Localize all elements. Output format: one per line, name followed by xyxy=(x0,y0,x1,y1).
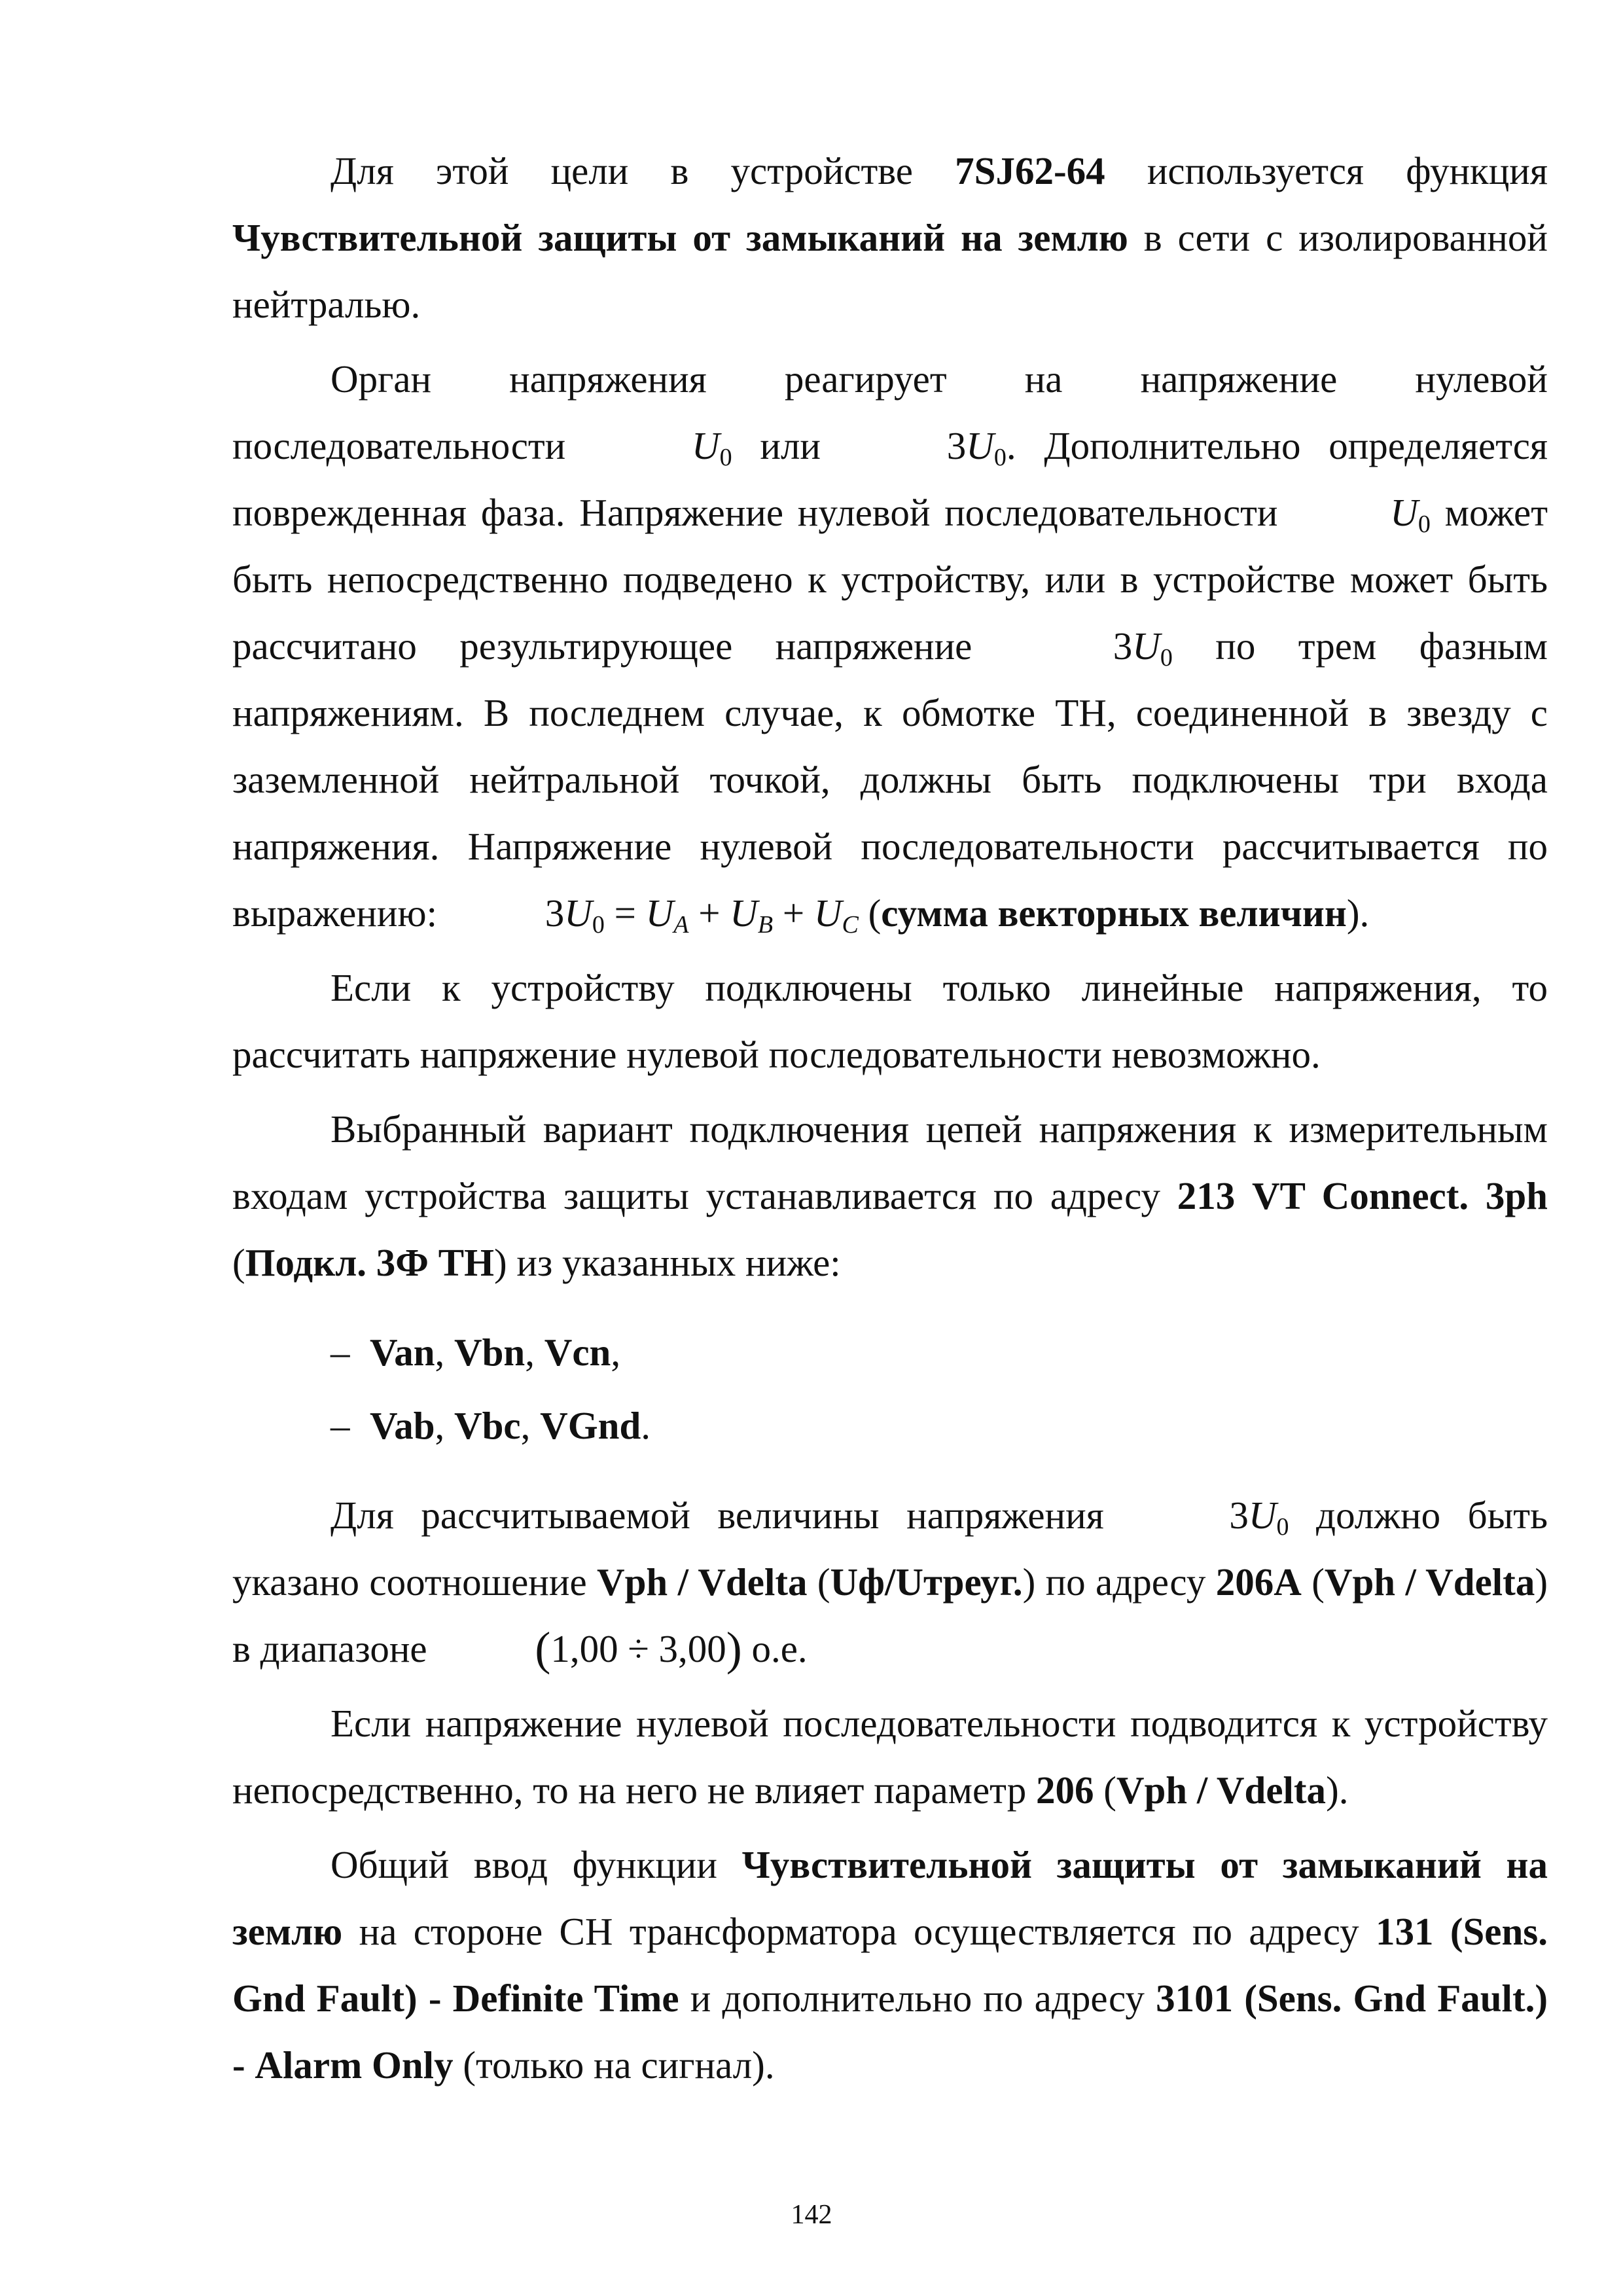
text: Если к устройству подключены только линейные напряжения, то рассчитать напряжение нулевой последовательности невозможно. xyxy=(232,966,1548,1076)
text: должно быть указано соотношение xyxy=(232,1494,1548,1604)
text: и дополнительно по адресу xyxy=(679,1977,1156,2020)
text: по трем фазным напряжениям. В последнем случае, к обмотке ТН, соединенной в звезду с заземленной нейтральной точкой, должны быть подключены три входа напряжения. Напряжение нулевой последовательности рассчитывается по выражению: xyxy=(232,624,1548,935)
text: Если напряжение нулевой последовательности подводится к устройству непосредственно, то на него не влияет параметр xyxy=(232,1702,1548,1812)
device-model: 7SJ62-64 xyxy=(955,149,1105,192)
paragraph-connection-option xyxy=(232,1096,1548,1296)
paragraph-general-input xyxy=(232,1831,1548,2098)
function-name: Чувствительной защиты от замыканий на землю xyxy=(232,1843,1548,1953)
text: (только на сигнал). xyxy=(453,2043,775,2087)
text: ( xyxy=(807,1560,830,1604)
text: ) из указанных ниже: xyxy=(493,1241,841,1284)
text: Орган напряжения реагирует на напряжение нулевой последовательности xyxy=(232,357,1548,467)
text: ) в диапазоне xyxy=(232,1560,1548,1670)
paragraph-direct-input xyxy=(232,1690,1548,1823)
address-206a: 206A xyxy=(1215,1560,1302,1604)
param-vph-vdelta: Vph / Vdelta xyxy=(597,1560,808,1604)
address-3101: 3101 (Sens. Gnd Fault.) - Alarm Only xyxy=(232,1977,1548,2087)
address-213: 213 VT Connect. 3ph xyxy=(1177,1174,1548,1217)
text: ( xyxy=(232,1241,245,1284)
text: ( xyxy=(1094,1768,1116,1812)
param-vph-vdelta: Vph / Vdelta xyxy=(1116,1768,1327,1812)
text: используется функция xyxy=(1105,149,1548,192)
text: в сети с изолированной нейтралью. xyxy=(232,216,1548,326)
vector-sum-note: сумма векторных величин xyxy=(881,891,1347,935)
formula-u0: $U_0$ xyxy=(1390,491,1431,538)
paragraph-line-voltages xyxy=(232,954,1548,1088)
address-206: 206 xyxy=(1035,1768,1094,1812)
connection-options-list xyxy=(330,1316,1548,1462)
formula-range: (1,00 ÷ 3,00) xyxy=(535,1623,742,1675)
formula-u0: $U_0$ xyxy=(692,424,732,471)
text: . Дополнительно определяется поврежденная фаза. Напряжение нулевой последовательности xyxy=(232,424,1548,534)
address-213-ru: Подкл. 3Ф ТН xyxy=(245,1241,494,1284)
function-name: Чувствительной защиты от замыканий на землю xyxy=(232,216,1128,259)
list-item: – Van, Vbn, Vcn, xyxy=(330,1316,1548,1389)
param-vph-vdelta: Vph / Vdelta xyxy=(1324,1560,1535,1604)
text: Для этой цели в устройстве xyxy=(330,149,955,192)
text: о.е. xyxy=(741,1627,808,1670)
text: ( xyxy=(1301,1560,1325,1604)
formula-3u0: $3U_0$ xyxy=(946,424,1007,471)
formula-3u0: $3U_0$ xyxy=(1229,1494,1289,1541)
list-dash: – xyxy=(330,1331,350,1374)
text: ). xyxy=(1346,891,1370,935)
text: ( xyxy=(858,891,882,935)
list-item: – Vab, Vbc, VGnd. xyxy=(330,1389,1548,1462)
text: Для рассчитываемой величины напряжения xyxy=(330,1494,1132,1537)
address-131: 131 (Sens. Gnd Fault) - Definite Time xyxy=(232,1910,1548,2020)
text: или xyxy=(732,424,849,467)
text: ) по адресу xyxy=(1022,1560,1216,1604)
paragraph-intro xyxy=(232,137,1548,338)
param-uf-utreug: Uф/Uтреуг. xyxy=(830,1560,1023,1604)
page-body xyxy=(232,137,1548,2098)
formula-vector-sum: $3U_0 = U_A + U_B + U_C$ xyxy=(544,891,859,939)
formula-3u0: $3U_0$ xyxy=(1113,624,1173,672)
list-dash: – xyxy=(330,1404,350,1447)
text: ). xyxy=(1326,1768,1349,1812)
paragraph-ratio-setting xyxy=(232,1482,1548,1682)
text: на стороне СН трансформатора осуществляется по адресу xyxy=(342,1910,1376,1953)
text: Выбранный вариант подключения цепей напряжения к измерительным входам устройства защиты устанавливается по адресу xyxy=(232,1107,1548,1217)
page-number: 142 xyxy=(791,2200,832,2230)
text: Общий ввод функции xyxy=(330,1843,742,1886)
paragraph-voltage-element xyxy=(232,346,1548,946)
text: может быть непосредственно подведено к устройству, или в устройстве может быть рассчитано результирующее напряжение xyxy=(232,491,1548,668)
